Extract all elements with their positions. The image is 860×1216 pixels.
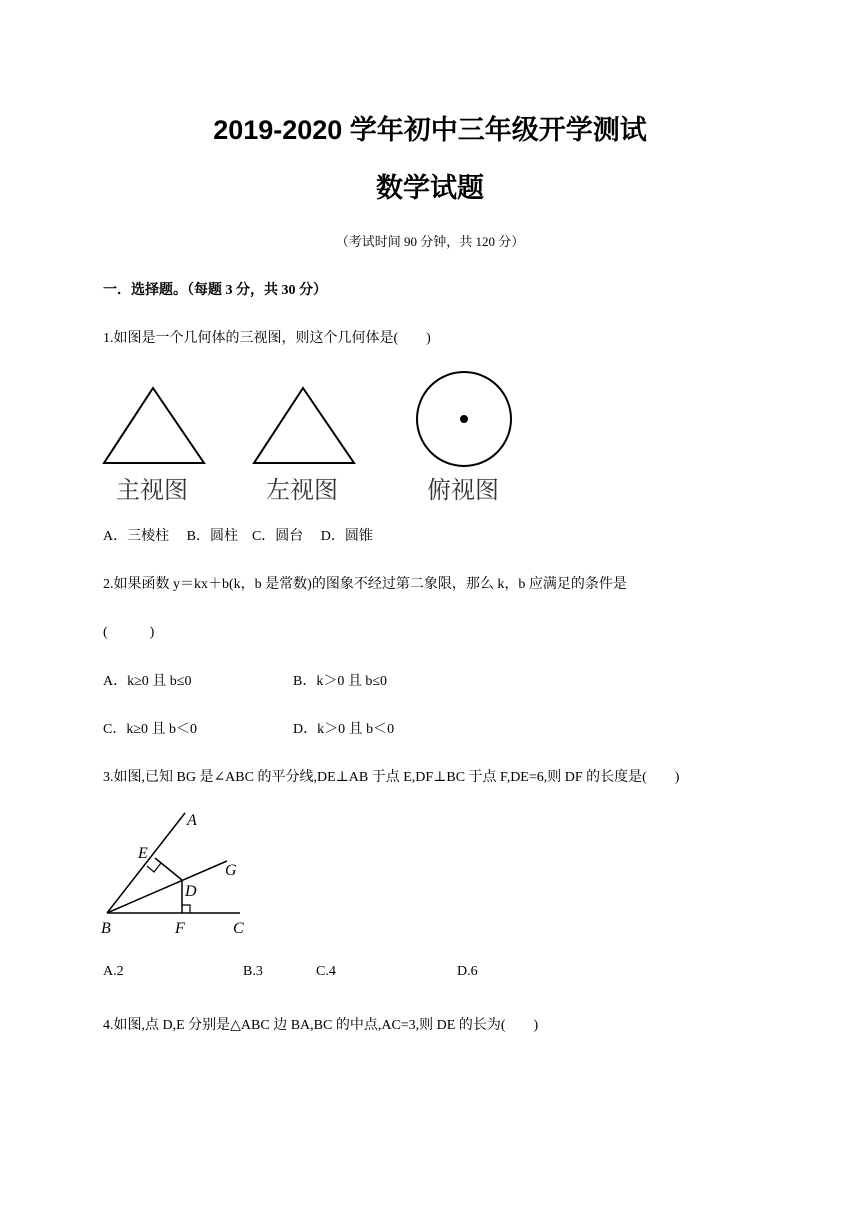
top-view-figure (414, 370, 516, 470)
angle-bisector-figure (95, 805, 265, 945)
question-1-text: 1.如图是一个几何体的三视图，则这个几何体是( ) (103, 331, 431, 346)
question-3-option-b: B.3 (243, 964, 263, 979)
label-g: G (225, 862, 237, 879)
front-view-figure (100, 385, 208, 467)
question-4-text: 4.如图,点 D,E 分别是△ABC 边 BA,BC 的中点,AC=3,则 DE 的长为( ) (103, 1018, 539, 1033)
side-view-figure (250, 385, 358, 467)
page-title: 2019-2020 学年初中三年级开学测试 (213, 115, 647, 145)
label-e: E (138, 845, 148, 862)
label-d: D (185, 883, 197, 900)
question-2-option-b: B．k＞0 且 b≤0 (293, 674, 388, 689)
question-3-option-a: A.2 (103, 964, 124, 979)
question-1-options: A．三棱柱 B．圆柱 C．圆台 D．圆锥 (103, 529, 373, 544)
label-c: C (233, 920, 244, 937)
exam-note: （考试时间 90 分钟，共 120 分） (335, 234, 525, 249)
question-3-text: 3.如图,已知 BG 是∠ABC 的平分线,DE⊥AB 于点 E,DF⊥BC 于点 F,DE=6,则 DF 的长度是( ) (103, 770, 680, 785)
question-3-option-d: D.6 (457, 964, 478, 979)
question-2-option-c: C．k≥0 且 b＜0 (103, 722, 198, 737)
front-view-label: 主视图 (116, 476, 188, 504)
question-2-text: 2.如果函数 y＝kx＋b(k，b 是常数)的图象不经过第二象限，那么 k，b 应满足的条件是 (103, 577, 627, 592)
question-2-blank: ( ) (103, 625, 155, 640)
question-2-option-a: A．k≥0 且 b≤0 (103, 674, 192, 689)
label-f: F (175, 920, 185, 937)
label-a: A (187, 812, 197, 829)
question-2-option-d: D．k＞0 且 b＜0 (293, 722, 395, 737)
side-view-label: 左视图 (266, 476, 338, 504)
page-subtitle: 数学试题 (376, 173, 484, 203)
question-3-option-c: C.4 (316, 964, 336, 979)
top-view-label: 俯视图 (427, 476, 499, 504)
section-heading: 一．选择题。（每题 3 分，共 30 分） (103, 283, 327, 298)
label-b: B (101, 920, 111, 937)
